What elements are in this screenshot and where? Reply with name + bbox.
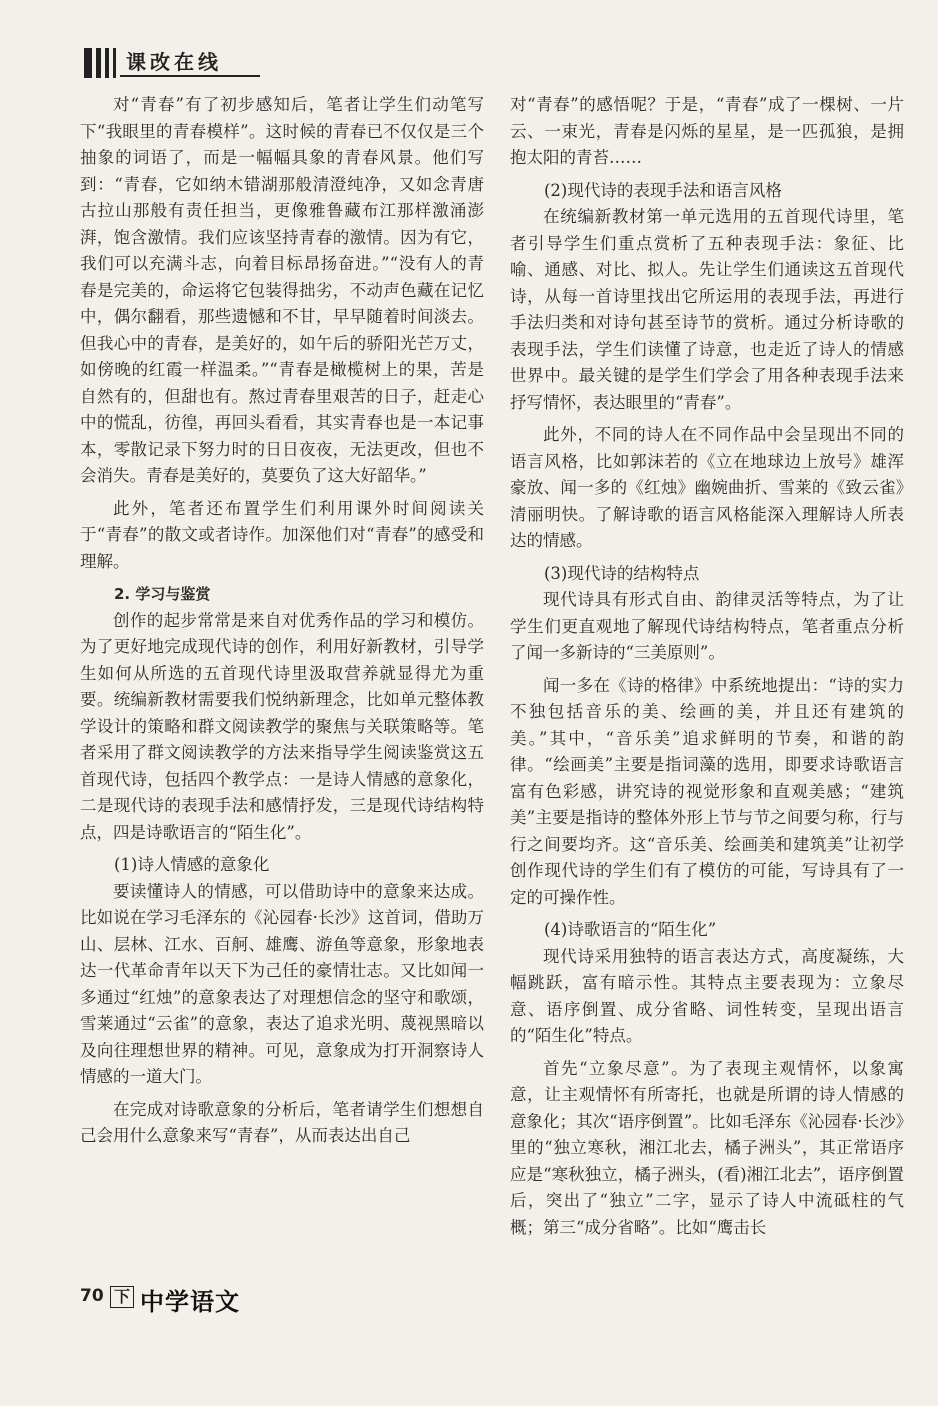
paragraph: 要读懂诗人的情感，可以借助诗中的意象来达成。比如说在学习毛泽东的《沁园春·长沙》这首词，借助万山、层林、江水、百舸、雄鹰、游鱼等意象，形象地表达一代革命青年以天下为己任的豪情壮志。又比如闻一多通过“红烛”的意象表达了对理想信念的坚守和歌颂，雪莱通过“云雀”的意象，表达了追求光明、蔑视黑暗以及向往理想世界的精神。可见，意象成为打开洞察诗人情感的一道大门。 xyxy=(80,881,484,1086)
paragraph: 首先“立象尽意”。为了表现主观情怀，以象寓意，让主观情怀有所寄托，也就是所谓的诗人情感的意象化；其次“语序倒置”。比如毛泽东《沁园春·长沙》里的“独立寒秋，湘江北去，橘子洲头”，其正常语序应是“寒秋独立，橘子洲头，(看)湘江北去”，语序倒置后，突出了“独立”二字，显示了诗人中流砥柱的气概；第三“成分省略”。比如“鹰击长 xyxy=(510,1058,904,1237)
point-heading: (1)诗人情感的意象化 xyxy=(114,855,270,874)
paragraph: 在完成对诗歌意象的分析后，笔者请学生们想想自己会用什么意象来写“青春”，从而表达出自己 xyxy=(80,1099,484,1145)
paragraph: 对“青春”有了初步感知后，笔者让学生们动笔写下“我眼里的青春模样”。这时候的青春已不仅仅是三个抽象的词语了，而是一幅幅具象的青春风景。他们写到：“青春，它如纳木错湖那般清澄纯净，又如念青唐古拉山那般有责任担当，更像雅鲁藏布江那样激涌澎湃，饱含激情。我们应该坚持青春的激情。因为有它，我们可以充满斗志，向着目标昂扬奋进。”“没有人的青春是完美的，命运将它包装得拙劣，不动声色藏在记忆中，偶尔翻看，那些遗憾和不甘，早早随着时间淡去。但我心中的青春，是美好的，如午后的骄阳光芒万丈，如傍晚的红霞一样温柔。”“青春是橄榄树上的果，苦是自然有的，但甜也有。熬过青春里艰苦的日子，赶走心中的慌乱，彷徨，再回头看看，其实青春也是一本记事本，零散记录下努力时的日日夜夜，无法更改，但也不会消失。青春是美好的，莫要负了这大好韶华。” xyxy=(80,95,484,485)
right-column xyxy=(510,92,904,1241)
volume-badge: 下 xyxy=(110,1286,134,1308)
header-rule xyxy=(120,75,260,77)
page-footer xyxy=(80,1284,280,1318)
section-header xyxy=(84,44,260,82)
subsection-heading: 2. 学习与鉴赏 xyxy=(114,585,211,603)
paragraph: 此外，笔者还布置学生们利用课外时间阅读关于“青春”的散文或者诗作。加深他们对“青春”的感受和理解。 xyxy=(80,498,484,571)
point-heading: (3)现代诗的结构特点 xyxy=(544,563,700,583)
paragraph: 现代诗具有形式自由、韵律灵活等特点，为了让学生们更直观地了解现代诗结构特点，笔者重点分析了闻一多新诗的“三美原则”。 xyxy=(510,590,904,662)
paragraph: 闻一多在《诗的格律》中系统地提出：“诗的实力不独包括音乐的美、绘画的美，并且还有建筑的美。”其中，“音乐美”追求鲜明的节奏，和谐的韵律。“绘画美”主要是指词藻的选用，即要求诗歌语言富有色彩感，讲究诗的视觉形象和直观美感；“建筑美”主要是指诗的整体外形上节与节之间要匀称，行与行之间要均齐。这“音乐美、绘画美和建筑美”让初学创作现代诗的学生们有了模仿的可能，写诗具有了一定的可操作性。 xyxy=(510,675,904,907)
point-heading: (4)诗歌语言的“陌生化” xyxy=(544,920,717,939)
paragraph-continued: 对“青春”的感悟呢？于是，“青春”成了一棵树、一片云、一束光，青春是闪烁的星星，是一匹孤狼，是拥抱太阳的青苔…… xyxy=(510,95,904,167)
paragraph: 此外，不同的诗人在不同作品中会呈现出不同的语言风格，比如郭沫若的《立在地球边上放号》雄浑豪放、闻一多的《红烛》幽婉曲折、雪莱的《致云雀》清丽明快。了解诗歌的语言风格能深入理解诗人所表达的情感。 xyxy=(510,425,904,550)
page-number: 70 xyxy=(80,1286,104,1306)
paragraph: 在统编新教材第一单元选用的五首现代诗里，笔者引导学生们重点赏析了五种表现手法：象征、比喻、通感、对比、拟人。先让学生们通读这五首现代诗，从每一首诗里找出它所运用的表现手法，再进行手法归类和对诗句甚至诗节的赏析。通过分析诗歌的表现手法，学生们读懂了诗意，也走近了诗人的情感世界中。最关键的是学生们学会了用各种表现手法来抒写情怀，表达眼里的“青春”。 xyxy=(510,207,904,412)
section-title: 课改在线 xyxy=(126,50,222,74)
point-heading: (2)现代诗的表现手法和语言风格 xyxy=(544,180,782,200)
paragraph: 现代诗采用独特的语言表达方式，高度凝练，大幅跳跃，富有暗示性。其特点主要表现为：立象尽意、语序倒置、成分省略、词性转变，呈现出语言的“陌生化”特点。 xyxy=(510,946,904,1045)
paragraph: 创作的起步常常是来自对优秀作品的学习和模仿。为了更好地完成现代诗的创作，利用好新教材，引导学生如何从所选的五首现代诗里汲取营养就显得尤为重要。统编新教材需要我们悦纳新理念，比如单元整体教学设计的策略和群文阅读教学的聚焦与关联策略等。笔者采用了群文阅读教学的方法来指导学生阅读鉴赏这五首现代诗，包括四个教学点：一是诗人情感的意象化，二是现代诗的表现手法和感情抒发，三是现代诗结构特点，四是诗歌语言的“陌生化”。 xyxy=(80,610,484,842)
left-column xyxy=(80,92,484,1150)
magazine-logo: 中学语文 xyxy=(140,1287,240,1316)
